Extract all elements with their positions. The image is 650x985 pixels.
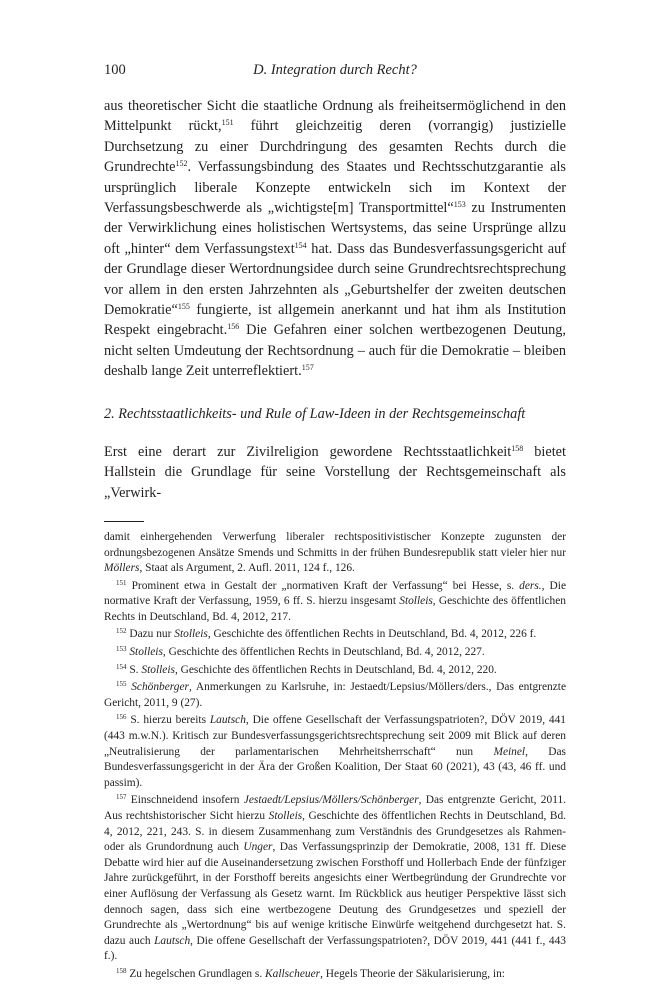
text-run: bietet Hallstein die Grundlage für seine Vorstellung der Rechtsgemeinschaft als „Verwirk- [104, 443, 566, 501]
author-name: Jestaedt/Lepsius/Möllers/Schönberger [243, 794, 419, 807]
text-run: , Die offene Gesellschaft der Verfassungspatrioten?, DÖV 2019, 441 (441 f., 443 f.). [104, 934, 566, 963]
book-page [104, 62, 566, 985]
footnote [104, 627, 566, 643]
text-run: , Das entgrenzte Gericht, 2011. Aus rechtshistorischer Sicht hierzu [104, 794, 567, 822]
author-name: Lautsch [154, 934, 191, 947]
text-run: Erst eine derart zur Zivilreligion gewordene Rechtsstaatlichkeit [104, 443, 512, 460]
footnote-marker: 157 [116, 793, 127, 802]
text-run: fungierte, ist allgemein anerkannt und hat ihm als Institution Respekt eingebracht. [104, 302, 566, 339]
text-run: , Anmerkungen zu Karlsruhe, in: Jestaedt/Lepsius/Möllers/ders., Das entgrenzte Gericht, 2011, 9 (27). [104, 681, 566, 709]
text-run: führt gleichzeitig deren (vorrangig) justizielle Durchsetzung zu einer Durchdringung des gesamten Rechts durch die Grundrechte [104, 118, 566, 176]
text-run: hat. Dass das Bundesverfassungsgericht auf der Grundlage dieser Wertordnungsidee durch seine Grundrechtsrechtsprechung vor allem in den ersten Jahrzehnten als „Geburtshelfer der zweiten deutschen Demokratie“ [104, 240, 567, 319]
page-number: 100 [104, 62, 126, 78]
text-run: S. [126, 663, 142, 676]
text-run: , Geschichte des öffentlichen Rechts in Deutschland, Bd. 4, 2012, 221, 243. S. in diesem Zusammenhang zum Verständnis des Grundgesetzes als Rahmen- oder als Grundordnung auch [104, 810, 566, 854]
text-run: , Geschichte des öffentlichen Rechts in Deutschland, Bd. 4, 2012, 220. [174, 663, 497, 676]
author-name: Schönberger [131, 681, 189, 694]
footnote [104, 530, 566, 577]
running-header [104, 62, 566, 82]
footnote-marker: 155 [116, 680, 127, 689]
text-run: , Staat als Argument, 2. Aufl. 2011, 124 f., 126. [139, 562, 355, 575]
text-run: aus theoretischer Sicht die staatliche Ordnung als freiheitsermöglichend in den Mittelpunkt rückt, [104, 98, 566, 135]
footnote-marker: 158 [511, 443, 524, 453]
footnote [104, 967, 566, 983]
body-paragraph [104, 442, 566, 503]
footnote-separator [104, 521, 144, 522]
footnote [104, 713, 566, 791]
author-name: Stolleis [268, 810, 303, 822]
text-run: . Verfassungsbindung des Staates und Rechtsschutzgarantie als ursprünglich liberale Konzepte entwickeln sich im Kontext der Verfassungsbeschwerde als „wichtigste[m] Transportmittel“ [104, 159, 566, 217]
footnote-marker: 155 [177, 302, 190, 312]
footnotes [104, 530, 566, 983]
text-run: , Das Verfassungsprinzip der Demokratie, 2008, 131 ff. Diese Debatte wird hier auf die Auseinandersetzung zwischen Forsthoff und Hollerbach Ende der fünfziger Jahre zurückgeführt, in der Forsthoff bereits angesichts einer Wertbegründung der Grundrechte vor einer Auflösung der Verfassung als Gesetz warnt. Im Rückblick aus heutiger Perspektive lässt sich dennoch sagen, dass sich eine wertbezogene Deutung des Grundgesetzes und speziell der Grundrechte als „Wertordnung“ bis auf wenige kritische Einwürfe weitgehend durchgesetzt hat. S. dazu auch [104, 841, 566, 947]
footnote [104, 663, 566, 679]
text-run: Zu hegelschen Grundlagen s. [126, 967, 266, 980]
body-paragraph [104, 96, 566, 382]
text-run: Die normative Kraft der Verfassung, 1959, 6 ff. S. hierzu insgesamt [104, 579, 566, 608]
footnote-marker: 151 [221, 118, 234, 128]
running-title: D. Integration durch Recht? [253, 62, 417, 78]
footnote [104, 793, 566, 965]
text-run: , Das Bundesverfassungsgericht in der Ära der Großen Koalition, Der Staat 60 (2021), 43 (43, 46 ff. und passim). [104, 745, 566, 789]
footnote-marker: 156 [116, 713, 127, 722]
text-run: zu Instrumenten der Verwirklichung eines holistischen Wertsystems, das seine Ursprünge allzu oft „hinter“ dem Verfassungstext [104, 200, 566, 257]
text-run: Prominent etwa in Gestalt der „normativen Kraft der Verfassung“ bei Hesse, s. [126, 579, 520, 592]
text-run: S. hierzu bereits [126, 714, 210, 727]
author-name: Lautsch [209, 714, 246, 727]
text-run: , Die offene Gesellschaft der Verfassungspatrioten?, DÖV 2019, 441 (443 m.w.N.). Kritisch zur Bundesverfassungsgerichtsrechtsprechung seit 2009 mit Blick auf deren „Neutralisierung der parlamentarischen Mehrheitsherrschaft“ nun [104, 714, 566, 758]
author-name: ders., [519, 579, 545, 592]
footnote-marker: 158 [116, 966, 127, 975]
author-name: Meinel [493, 745, 526, 758]
footnote-marker: 156 [227, 322, 240, 332]
text-run: , Geschichte des öffentlichen Rechts in Deutschland, Bd. 4, 2012, 227. [162, 646, 485, 659]
author-name: Stolleis [399, 595, 433, 608]
text-run: damit einhergehenden Verwerfung liberaler rechtspositivistischer Konzepte zugunsten der ordnungsbezogenen Ansätze Smends und Schmitts in der frühen Bundesrepublik statt vieler hier nur [104, 530, 566, 559]
footnote [104, 645, 566, 661]
footnote-marker: 151 [116, 578, 127, 587]
footnote-marker: 153 [453, 200, 466, 210]
footnote-marker: 153 [116, 645, 127, 654]
text-run: , Geschichte des öffentlichen Rechts in Deutschland, Bd. 4, 2012, 217. [104, 595, 566, 623]
author-name: Stolleis [174, 628, 208, 641]
footnote [104, 680, 566, 711]
author-name: Möllers [104, 562, 140, 575]
text-run: Einschneidend insofern [126, 794, 244, 807]
footnote-marker: 154 [116, 662, 127, 671]
author-name: Unger [243, 841, 273, 854]
section-heading: 2. Rechtsstaatlichkeits- und Rule of Law-Ideen in der Rechtsgemeinschaft [104, 405, 526, 422]
author-name: Stolleis [141, 663, 175, 676]
footnote [104, 579, 566, 626]
author-name: Stolleis [129, 646, 163, 659]
text-run: , Hegels Theorie der Säkularisierung, in: [320, 967, 505, 980]
main-text [104, 96, 566, 503]
text-run: Dazu nur [126, 628, 175, 641]
text-run: , Geschichte des öffentlichen Rechts in Deutschland, Bd. 4, 2012, 226 f. [207, 628, 537, 641]
footnote-marker: 154 [294, 240, 307, 250]
footnote-marker: 152 [116, 627, 127, 636]
author-name: Kallscheuer [265, 967, 321, 980]
footnote-marker: 152 [175, 159, 188, 169]
text-run: Die Gefahren einer solchen wertbezogenen Deutung, nicht selten Umdeutung der Rechtsordnung – auch für die Demokratie – bleiben deshalb lange Zeit unterreflektiert. [104, 322, 566, 380]
footnote-marker: 157 [301, 363, 314, 373]
